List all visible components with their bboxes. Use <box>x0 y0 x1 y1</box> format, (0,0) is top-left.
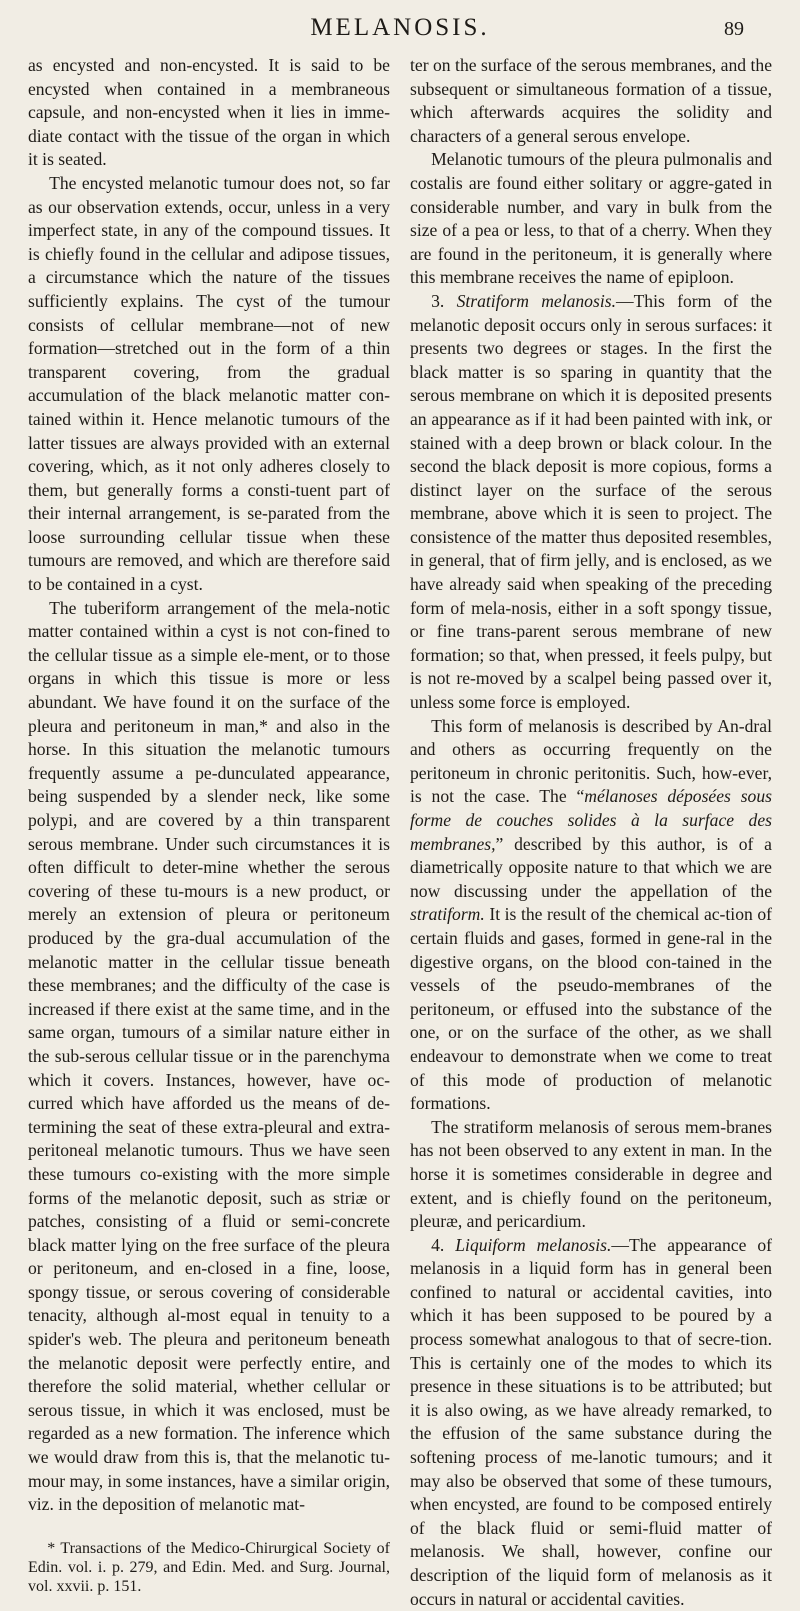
italic-term: stratiform. <box>410 904 485 925</box>
page-number: 89 <box>724 18 744 40</box>
paragraph-text: ” described by this author, is of a diametrically opposite nature to that which we are now discussing under the appellation of the <box>410 833 772 901</box>
section-heading: Liquiform melanosis. <box>455 1234 612 1255</box>
header-title: MELANOSIS. <box>310 14 490 41</box>
paragraph-text: This form of melanosis is described by An-dral and others as occurring frequently on the peritoneum in chronic peritonitis. Such, how-ever, is not the case. The “ <box>410 715 772 807</box>
paragraph-text: —This form of the melanotic deposit occurs only in serous surfaces: it presents two degrees or stages. In the first the black matter is so sparing in quantity that the serous membrane on which it is deposited presents an appearance as if it had been painted with ink, or stained with a deep brown or black colour. In the second the black deposit is more copious, forms a distinct layer on the surface of the serous membrane, above which it is seen to project. The consistence of the matter thus deposited resembles, in general, that of firm jelly, and is enclosed, as we have already said when speaking of the preceding form of mela-nosis, either in a soft spongy tissue, or fine trans-parent serous membrane of new formation; so that, when pressed, it feels pulpy, but is not re-moved by a scalpel being passed over it, unless some force is employed. <box>410 290 773 713</box>
paragraph-text: It is the result of the chemical ac-tion of certain fluids and gases, formed in gene-ral in the digestive organs, on the blood con-tained in the vessels of the pseudo-membranes of the peritoneum, or effused into the substance of the one, or on the surface of the other, as we shall endeavour to demonstrate when we come to treat of this mode of production of melanotic formations. <box>410 904 772 1114</box>
text-columns <box>28 54 772 1611</box>
right-column <box>410 54 772 1611</box>
footnote: * Transactions of the Medico-Chirurgical Society of Edin. vol. i. p. 279, and Edin. Med. and Surg. Journal, vol. xxvii. p. 151. <box>28 1539 390 1595</box>
paragraph: The tuberiform arrangement of the mela-notic matter contained within a cyst is not con-fined to the cellular tissue as a simple ele-ment, or to those organs in which this tissue is more or less abundant. We have found it on the surface of the pleura and peritoneum in man,* and also in the horse. In this situation the melanotic tumours frequently assume a pe-dunculated appearance, being suspended by a slender neck, like some polypi, and are covered by a thin transparent serous membrane. Under such circumstances it is often difficult to deter-mine whether the serous covering of these tu-mours is a new product, or merely an extension of pleura or peritoneum produced by the gra-dual accumulation of the melanotic matter in the cellular tissue beneath these membranes; and the difficulty of the case is increased if there exist at the same time, and in the same organ, tumours of a similar nature either in the sub-serous cellular tissue or in the parenchyma which it covers. Instances, however, have oc-curred which have afforded us the means of de-termining the seat of these extra-pleural and extra-peritoneal melanotic tumours. Thus we have seen these tumours co-existing with the more simple forms of the melanotic deposit, such as striæ or patches, consisting of a fluid or semi-concrete black matter lying on the free surface of the pleura or peritoneum, and en-closed in a fine, loose, spongy tissue, or serous covering of considerable tenacity, although al-most equal in tenuity to a spider's web. The pleura and peritoneum beneath the melanotic deposit were perfectly entire, and therefore the solid material, whether cellular or serous tissue, in which it was enclosed, must be regarded as a new formation. The inference which we would draw from this is, that the melanotic tu-mour may, in some instances, have a similar origin, viz. in the deposition of melanotic mat- <box>28 597 390 1515</box>
paragraph-liquiform <box>410 1234 772 1611</box>
paragraph-andral <box>410 715 772 1116</box>
section-number: 4. <box>431 1234 456 1255</box>
running-head <box>28 8 772 48</box>
french-quote: mélanoses déposées sous forme de couches solides à la surface des membranes, <box>410 786 772 854</box>
paragraph: as encysted and non-encysted. It is said to be encysted when contained in a membraneous capsule, and non-encysted when it lies in imme-diate contact with the tissue of the organ in which it is seated. <box>28 55 390 170</box>
paragraph: ter on the surface of the serous membranes, and the subsequent or simultaneous formation of a tissue, which afterwards acquires the solidity and characters of a general serous envelope. <box>410 55 772 146</box>
paragraph: The encysted melanotic tumour does not, so far as our observation extends, occur, unless in a very imperfect state, in any of the compound tissues. It is chiefly found in the cellular and adipose tissues, a circumstance which the nature of the tissues sufficiently explains. The cyst of the tumour consists of cellular membrane—not of new formation—stretched out in the form of a thin transparent covering, from the gradual accumulation of the black melanotic matter con-tained within it. Hence melanotic tumours of the latter tissues are always provided with an external covering, which, as it not only adheres closely to them, but generally forms a consti-tuent part of their internal arrangement, is se-parated from the loose surrounding cellular tissue when these tumours are removed, and which are therefore said to be contained in a cyst. <box>28 172 390 595</box>
paragraph: Melanotic tumours of the pleura pulmonalis and costalis are found either solitary or aggre-gated in considerable number, and vary in bulk from the size of a pea or less, to that of a cherry. When they are found in the peritoneum, it is generally where this membrane receives the name of epiploon. <box>410 149 772 288</box>
section-number: 3. <box>431 290 457 311</box>
section-heading: Stratiform melanosis. <box>456 290 616 311</box>
paragraph: The stratiform melanosis of serous mem-branes has not been observed to any extent in man. In the horse it is sometimes considerable in degree and extent, and is chiefly found on the peritoneum, pleuræ, and pericardium. <box>410 1116 772 1232</box>
paragraph-stratiform <box>410 290 772 715</box>
paragraph-text: —The appearance of melanosis in a liquid form has in general been confined to natural or accidental cavities, into which it has been supposed to be poured by a process somewhat analogous to that of secre-tion. This is certainly one of the modes to which its presence in these situations is to be attributed; but it is also owing, as we have already remarked, to the effusion of the same substance during the softening process of me-lanotic tumours; and it may also be observed that some of these tumours, when encysted, are found to be composed entirely of the black fluid or semi-fluid matter of melanosis. We shall, however, confine our description of the liquid form of melanosis as it occurs in natural or accidental cavities. <box>410 1234 772 1609</box>
left-column <box>28 54 390 1611</box>
